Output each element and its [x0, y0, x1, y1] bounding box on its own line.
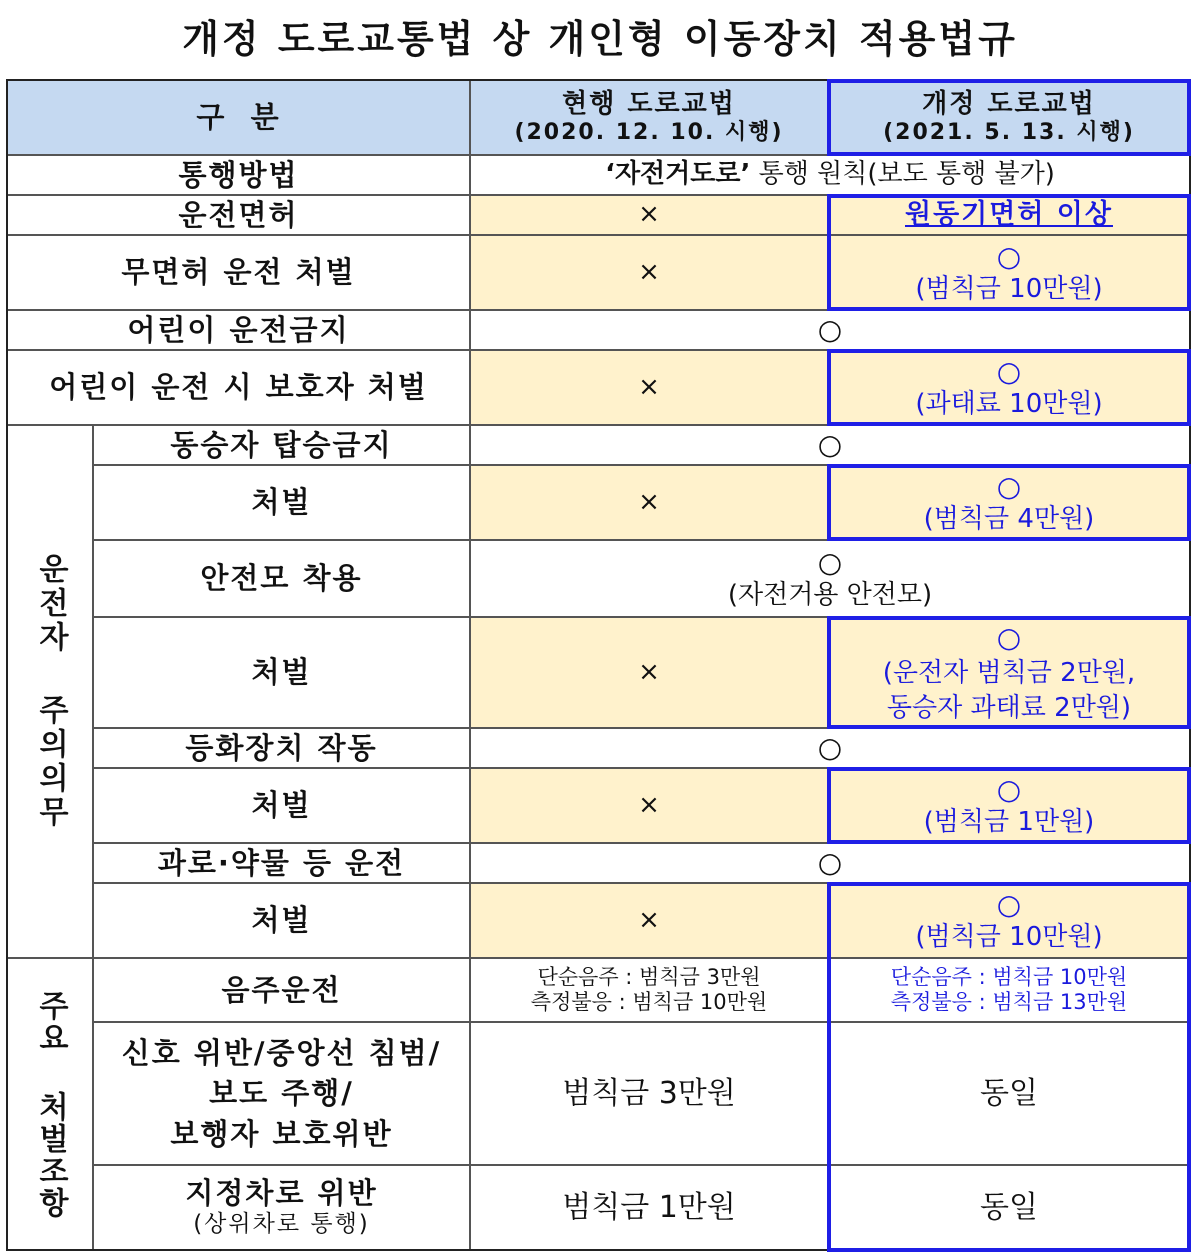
lane-revised [828, 1165, 1190, 1250]
header-current-label: 현행 도로교법 [562, 88, 736, 119]
label: 어린이 운전금지 [127, 312, 350, 347]
circle-mark: ○ [996, 888, 1022, 922]
circle-mark: ○ [996, 620, 1022, 654]
passenger-value [470, 425, 1190, 465]
x-mark: × [638, 199, 660, 230]
row-label-lights [93, 728, 470, 768]
passage-value [470, 155, 1190, 195]
lights-penalty-current [470, 768, 828, 843]
header-category [7, 80, 470, 155]
circle-mark: ○ [996, 773, 1022, 807]
x-mark: × [638, 789, 660, 820]
drunk-current-2: 측정불응 : 범칙금 10만원 [530, 990, 768, 1014]
row-label-passage [7, 155, 470, 195]
passenger-penalty-revised [828, 465, 1190, 540]
label: 음주운전 [221, 972, 342, 1007]
header-current [470, 80, 828, 155]
row-label-drug [93, 843, 470, 883]
helmet-value [470, 540, 1190, 617]
unlicensed-revised [828, 235, 1190, 310]
lane-revised-text: 동일 [980, 1189, 1038, 1225]
group-penalty [7, 958, 93, 1250]
lane-sub: (상위차로 통행) [193, 1211, 370, 1238]
x-mark: × [638, 656, 660, 687]
label: 처벌 [251, 655, 312, 690]
revised-text-2: 동승자 과태료 2만원) [886, 693, 1132, 724]
signal-current [470, 1022, 828, 1165]
revised-text: (과태료 10만원) [915, 388, 1103, 419]
circle-mark: ○ [817, 546, 843, 580]
label: 운전면허 [178, 197, 299, 232]
guardian-revised [828, 350, 1190, 425]
header-revised-label: 개정 도로교법 [922, 88, 1096, 119]
circle-mark: ○ [817, 731, 843, 765]
revised-text: (범칙금 4만원) [923, 503, 1095, 534]
label: 어린이 운전 시 보호자 처벌 [49, 370, 428, 405]
license-current [470, 195, 828, 235]
drug-penalty-revised [828, 883, 1190, 958]
label: 처벌 [251, 788, 312, 823]
guardian-current [470, 350, 828, 425]
passenger-penalty-current [470, 465, 828, 540]
label-3: 보행자 보호위반 [170, 1116, 393, 1151]
helmet-penalty-revised [828, 617, 1190, 728]
license-revised-text: 원동기면허 이상 [905, 198, 1113, 230]
label: 동승자 탑승금지 [170, 427, 393, 462]
x-mark: × [638, 371, 660, 402]
circle-mark: ○ [817, 313, 843, 347]
label: 안전모 착용 [200, 561, 363, 596]
row-label-child-ban [7, 310, 470, 350]
circle-mark: ○ [996, 470, 1022, 504]
row-label-lights-penalty [93, 768, 470, 843]
row-label-helmet [93, 540, 470, 617]
circle-mark: ○ [996, 355, 1022, 389]
drunk-revised-2: 측정불응 : 범칙금 13만원 [890, 990, 1128, 1014]
row-label-passenger-penalty [93, 465, 470, 540]
row-label-unlicensed [7, 235, 470, 310]
page-title: 개정 도로교통법 상 개인형 이동장치 적용법규 [182, 17, 1018, 61]
header-current-date: (2020. 12. 10. 시행) [514, 119, 784, 145]
label: 처벌 [251, 903, 312, 938]
drunk-revised-1: 단순음주 : 범칙금 10만원 [890, 964, 1128, 989]
row-label-helmet-penalty [93, 617, 470, 728]
circle-mark: ○ [817, 846, 843, 880]
lane-current [470, 1165, 828, 1250]
drug-penalty-current [470, 883, 828, 958]
drunk-current [470, 958, 828, 1022]
helmet-penalty-current [470, 617, 828, 728]
child-ban-value [470, 310, 1190, 350]
label: 지정차로 위반 [185, 1176, 378, 1211]
row-label-drug-penalty [93, 883, 470, 958]
group-penalty-label: 주요 처벌조항 [33, 989, 68, 1219]
label: 무면허 운전 처벌 [121, 255, 356, 290]
unlicensed-current [470, 235, 828, 310]
revised-text-1: (운전자 범칙금 2만원, [882, 658, 1136, 689]
lights-value [470, 728, 1190, 768]
row-label-lane [93, 1165, 470, 1250]
drunk-revised [828, 958, 1190, 1022]
group-duty-label: 운전자 주의의무 [33, 553, 68, 830]
lane-current-text: 범칙금 1만원 [562, 1189, 736, 1225]
passage-value-text: 통행 원칙(보도 통행 불가) [750, 159, 1055, 190]
lights-penalty-revised [828, 768, 1190, 843]
label-1: 신호 위반/중앙선 침범/ [121, 1035, 442, 1070]
signal-revised [828, 1022, 1190, 1165]
x-mark: × [638, 256, 660, 287]
label: 통행방법 [178, 157, 299, 192]
license-revised [828, 195, 1190, 235]
x-mark: × [638, 904, 660, 935]
row-label-guardian [7, 350, 470, 425]
x-mark: × [638, 486, 660, 517]
label-2: 보도 주행/ [209, 1076, 354, 1111]
passage-value-bold: ‘자전거도로’ [605, 159, 751, 190]
header-revised-date: (2021. 5. 13. 시행) [883, 119, 1135, 145]
row-label-drunk [93, 958, 470, 1022]
signal-revised-text: 동일 [980, 1075, 1038, 1111]
group-duty [7, 425, 93, 958]
helmet-value-text: (자전거용 안전모) [727, 579, 933, 610]
drunk-current-1: 단순음주 : 범칙금 3만원 [537, 964, 761, 989]
signal-current-text: 범칙금 3만원 [562, 1075, 736, 1111]
row-label-passenger [93, 425, 470, 465]
label: 처벌 [251, 485, 312, 520]
circle-mark: ○ [817, 428, 843, 462]
row-label-license [7, 195, 470, 235]
revised-text: (범칙금 10만원) [915, 921, 1103, 952]
header-category-label: 구 분 [196, 100, 281, 135]
drug-value [470, 843, 1190, 883]
header-revised [828, 80, 1190, 155]
row-label-signal [93, 1022, 470, 1165]
label: 과로·약물 등 운전 [157, 845, 406, 880]
revised-text: (범칙금 10만원) [915, 273, 1103, 304]
label: 등화장치 작동 [185, 730, 378, 765]
revised-text: (범칙금 1만원) [923, 806, 1095, 837]
circle-mark: ○ [996, 240, 1022, 274]
